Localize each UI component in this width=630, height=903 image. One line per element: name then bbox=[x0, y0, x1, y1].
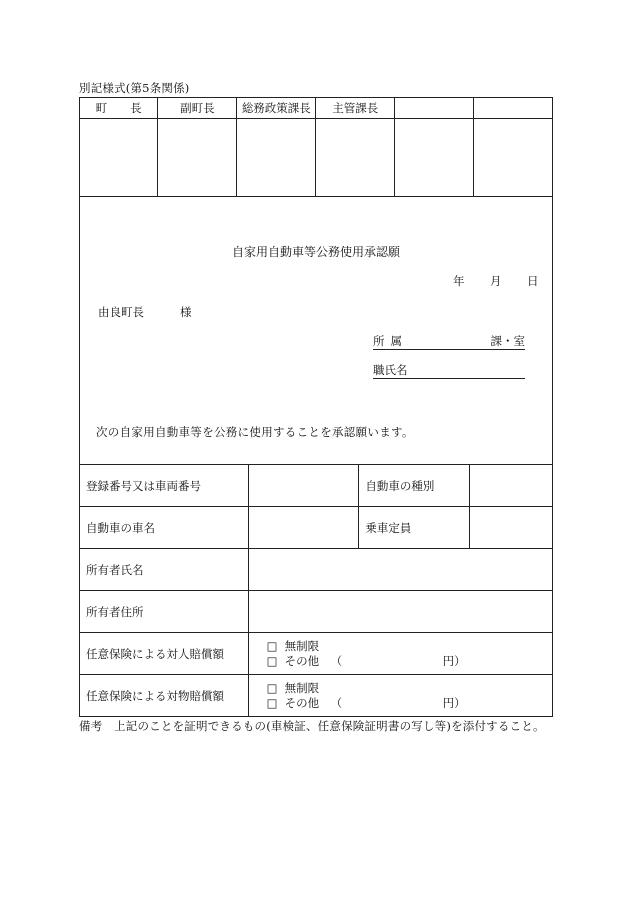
property-other-option[interactable] bbox=[253, 696, 552, 711]
stamp-cell-section-chief[interactable] bbox=[316, 119, 395, 197]
remarks: 備考 上記のことを証明できるもの(車検証、任意保険証明書の写し等)を添付すること。 bbox=[79, 719, 545, 733]
affiliation-label: 所属 bbox=[373, 334, 408, 348]
name-field[interactable] bbox=[373, 362, 525, 379]
personal-other-option[interactable] bbox=[253, 654, 552, 669]
owner-address-value[interactable] bbox=[248, 591, 552, 633]
stamp-cell-blank-1[interactable] bbox=[395, 119, 474, 197]
addressee: 由良町長 bbox=[98, 305, 144, 319]
approval-header-general-affairs: 総務政策課長 bbox=[237, 98, 316, 119]
owner-name-value[interactable] bbox=[248, 549, 552, 591]
application-letter bbox=[79, 196, 553, 464]
checkbox-icon[interactable]: □ bbox=[266, 638, 278, 653]
unlimited-label: 無制限 bbox=[284, 680, 320, 695]
yen-close: 円） bbox=[442, 695, 466, 710]
stamp-cell-blank-2[interactable] bbox=[474, 119, 553, 197]
date-year: 年 bbox=[453, 274, 465, 288]
document-title: 自家用自動車等公務使用承認願 bbox=[231, 245, 400, 259]
vehicle-type-value[interactable] bbox=[470, 465, 553, 507]
personal-unlimited-option[interactable] bbox=[253, 639, 552, 654]
paren-open: （ bbox=[330, 653, 343, 668]
other-label: その他 bbox=[284, 695, 320, 710]
capacity-value[interactable] bbox=[470, 507, 553, 549]
table-row bbox=[80, 507, 553, 549]
personal-liability-options bbox=[248, 633, 552, 675]
owner-address-label: 所有者住所 bbox=[80, 591, 249, 633]
owner-name-label: 所有者氏名 bbox=[80, 549, 249, 591]
stamp-cell-general-affairs[interactable] bbox=[237, 119, 316, 197]
request-text: 次の自家用自動車等を公務に使用することを承認願います。 bbox=[96, 425, 414, 439]
table-row bbox=[80, 591, 553, 633]
checkbox-icon[interactable]: □ bbox=[266, 653, 278, 668]
checkbox-icon[interactable]: □ bbox=[266, 695, 278, 710]
approval-header-mayor: 町 長 bbox=[80, 98, 158, 119]
stamp-cell-deputy-mayor[interactable] bbox=[158, 119, 237, 197]
approval-header-deputy-mayor: 副町長 bbox=[158, 98, 237, 119]
reg-number-label: 登録番号又は車両番号 bbox=[80, 465, 249, 507]
other-label: その他 bbox=[284, 653, 320, 668]
approval-header-section-chief: 主管課長 bbox=[316, 98, 395, 119]
date-month: 月 bbox=[490, 274, 502, 288]
unlimited-label: 無制限 bbox=[284, 638, 320, 653]
car-name-value[interactable] bbox=[248, 507, 359, 549]
property-liability-label: 任意保険による対物賠償額 bbox=[80, 675, 249, 717]
approval-header-blank-2 bbox=[474, 98, 553, 119]
table-row bbox=[80, 633, 553, 675]
vehicle-type-label: 自動車の種別 bbox=[359, 465, 470, 507]
checkbox-icon[interactable]: □ bbox=[266, 680, 278, 695]
car-name-label: 自動車の車名 bbox=[80, 507, 249, 549]
approval-stamp-table bbox=[79, 97, 553, 197]
form-note: 別記様式(第5条関係) bbox=[79, 81, 190, 95]
yen-close: 円） bbox=[442, 653, 466, 668]
affiliation-unit: 課・室 bbox=[490, 334, 525, 348]
paren-open: （ bbox=[330, 695, 343, 710]
property-unlimited-option[interactable] bbox=[253, 681, 552, 696]
table-row bbox=[80, 465, 553, 507]
property-liability-options bbox=[248, 675, 552, 717]
capacity-label: 乗車定員 bbox=[359, 507, 470, 549]
affiliation-field[interactable] bbox=[373, 333, 525, 350]
approval-header-blank-1 bbox=[395, 98, 474, 119]
stamp-cell-mayor[interactable] bbox=[80, 119, 158, 197]
reg-number-value[interactable] bbox=[248, 465, 359, 507]
vehicle-details-table bbox=[79, 464, 553, 717]
date-day: 日 bbox=[527, 274, 539, 288]
table-row bbox=[80, 675, 553, 717]
name-label: 職氏名 bbox=[373, 363, 408, 377]
table-row bbox=[80, 549, 553, 591]
personal-liability-label: 任意保険による対人賠償額 bbox=[80, 633, 249, 675]
addressee-honorific: 様 bbox=[180, 305, 192, 319]
